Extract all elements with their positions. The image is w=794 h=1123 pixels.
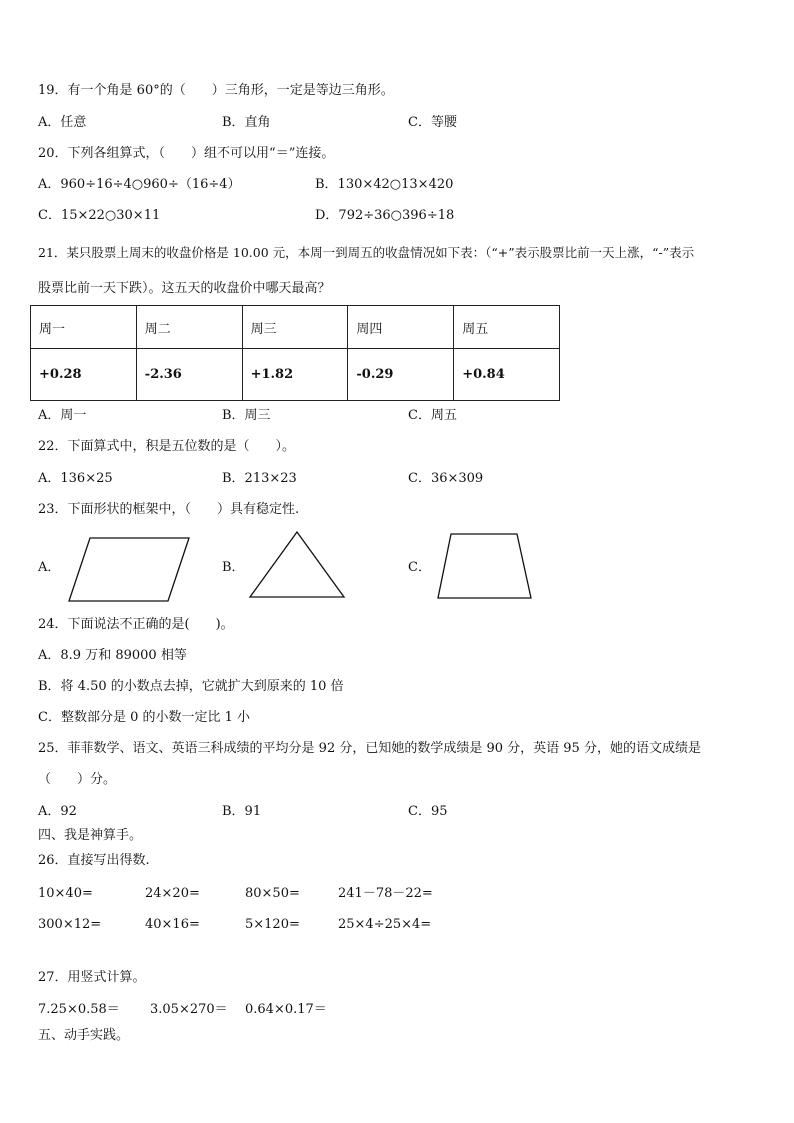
q26-row2-item: 300×12= bbox=[38, 917, 102, 932]
q21-option-a: A．周一 bbox=[38, 408, 87, 423]
table-value-cell: +0.28 bbox=[31, 349, 137, 401]
q19-option-b: B．直角 bbox=[222, 115, 271, 130]
table-value-cell: +1.82 bbox=[242, 349, 348, 401]
q19-option-a: A．任意 bbox=[38, 115, 87, 130]
trapezoid-shape bbox=[437, 533, 533, 599]
q25-option-a: A．92 bbox=[38, 804, 77, 819]
q20-option-a: A．960÷16÷4○960÷（16÷4） bbox=[38, 177, 241, 192]
section4-heading: 四、我是神算手。 bbox=[38, 828, 143, 843]
q23-option-a: A． bbox=[38, 560, 61, 575]
q20-stem: 20．下列各组算式，（ ）组不可以用“＝”连接。 bbox=[38, 146, 335, 161]
table-header-cell: 周一 bbox=[31, 306, 137, 349]
q22-option-a: A．136×25 bbox=[38, 471, 113, 486]
q26-stem: 26．直接写出得数. bbox=[38, 853, 150, 868]
q23-option-b: B． bbox=[222, 560, 245, 575]
q22-stem: 22．下面算式中，积是五位数的是（ ）。 bbox=[38, 439, 296, 454]
q27-item: 3.05×270＝ bbox=[150, 1002, 228, 1017]
q26-row2-item: 25×4÷25×4= bbox=[338, 917, 432, 932]
table-value-cell: -0.29 bbox=[348, 349, 454, 401]
q21-option-c: C．周五 bbox=[408, 408, 457, 423]
q27-item: 0.64×0.17＝ bbox=[245, 1002, 327, 1017]
q23-option-c: C． bbox=[408, 560, 431, 575]
q26-row1-item: 80×50= bbox=[245, 886, 300, 901]
q24-option-b: B．将 4.50 的小数点去掉，它就扩大到原来的 10 倍 bbox=[38, 679, 344, 694]
q26-row1-item: 10×40= bbox=[38, 886, 93, 901]
q26-row2-item: 40×16= bbox=[145, 917, 200, 932]
q25-stem-line2: （ ）分。 bbox=[38, 772, 117, 787]
table-header-cell: 周五 bbox=[454, 306, 560, 349]
table-header-cell: 周三 bbox=[242, 306, 348, 349]
section5-heading: 五、动手实践。 bbox=[38, 1028, 130, 1043]
q24-option-c: C．整数部分是 0 的小数一定比 1 小 bbox=[38, 710, 251, 725]
table-value-cell: -2.36 bbox=[136, 349, 242, 401]
q21-option-b: B．周三 bbox=[222, 408, 271, 423]
q26-row1-item: 241－78－22= bbox=[338, 886, 433, 901]
q19-stem: 19．有一个角是 60°的（ ）三角形，一定是等边三角形。 bbox=[38, 83, 394, 98]
table-header-cell: 周四 bbox=[348, 306, 454, 349]
q21-stem-line2: 股票比前一天下跌）。这五天的收盘价中哪天最高？ bbox=[38, 281, 331, 296]
q21-stem-line1: 21．某只股票上周末的收盘价格是 10.00 元，本周一到周五的收盘情况如下表：（“+”表示股票比前一天上涨，“-”表示 bbox=[38, 245, 695, 260]
q26-row1-item: 24×20= bbox=[145, 886, 200, 901]
parallelogram-shape bbox=[68, 537, 190, 603]
q25-stem-line1: 25．菲菲数学、语文、英语三科成绩的平均分是 92 分，已知她的数学成绩是 90 分，英语 95 分，她的语文成绩是 bbox=[38, 741, 701, 756]
q20-option-d: D．792÷36○396÷18 bbox=[315, 208, 455, 223]
table-value-cell: +0.84 bbox=[454, 349, 560, 401]
q22-option-c: C．36×309 bbox=[408, 471, 484, 486]
triangle-shape bbox=[249, 531, 345, 599]
q27-stem: 27．用竖式计算。 bbox=[38, 970, 146, 985]
q20-option-c: C．15×22○30×11 bbox=[38, 208, 161, 223]
q25-option-b: B．91 bbox=[222, 804, 262, 819]
q25-option-c: C．95 bbox=[408, 804, 448, 819]
q26-row2-item: 5×120= bbox=[245, 917, 300, 932]
q19-option-c: C．等腰 bbox=[408, 115, 457, 130]
q23-stem: 23．下面形状的框架中，（ ）具有稳定性. bbox=[38, 502, 300, 517]
table-header-cell: 周二 bbox=[136, 306, 242, 349]
q22-option-b: B．213×23 bbox=[222, 471, 297, 486]
q24-option-a: A．8.9 万和 89000 相等 bbox=[38, 648, 187, 663]
q20-option-b: B．130×42○13×420 bbox=[315, 177, 454, 192]
stock-table bbox=[30, 305, 560, 401]
q27-item: 7.25×0.58＝ bbox=[38, 1002, 120, 1017]
q24-stem: 24．下面说法不正确的是( )。 bbox=[38, 617, 234, 632]
